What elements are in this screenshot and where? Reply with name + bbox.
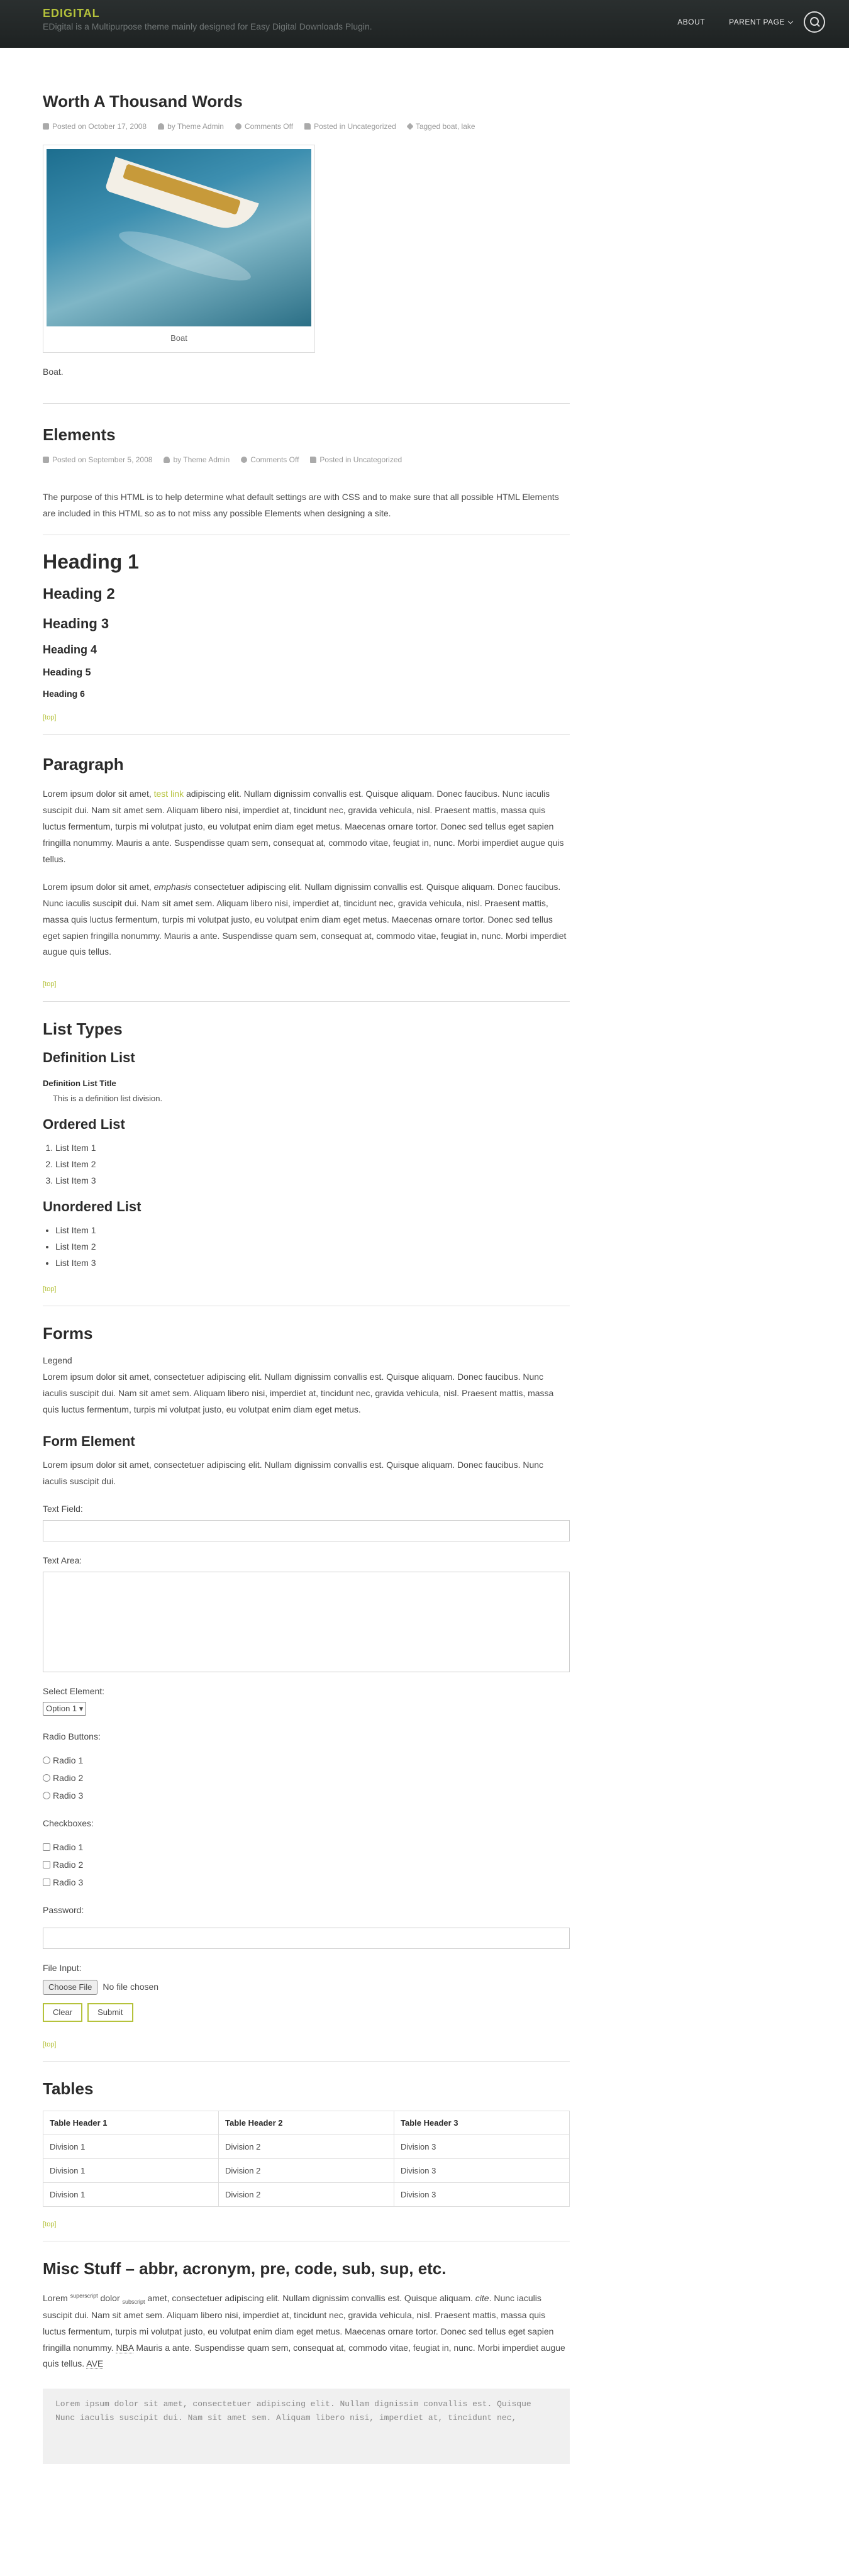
divider — [43, 403, 570, 404]
paragraph-1-end: adipiscing elit. Nullam dignissim convallis est. Quisque aliquam. Donec faucibus. Nunc iaculis suscipit dui. Nam sit amet sem. Aliquam libero nisi, imperdiet at, tincidunt nec, gravida vehicula, nisl. Praesent mattis, massa quis luctus fermentum, turpis mi volutpat justo, eu volutpat enim diam eget metus. Maecenas ornare tortor. Donec sed tellus eget sapien fringilla nonummy. Mauris a ante. Suspendisse quam sem, consequat at, commodo vitae, feugiat in, nunc. Morbi imperdiet augue quis tellus. — [43, 789, 564, 864]
form-element-text: Lorem ipsum dolor sit amet, consectetuer adipiscing elit. Nullam dignissim convallis est. Quisque aliquam. Donec faucibus. Nunc iaculis suscipit dui. — [43, 1459, 544, 1486]
list-item: 2. List Item 2 — [55, 1157, 570, 1173]
user-icon — [158, 123, 164, 130]
select-label: Select Element: — [43, 1685, 105, 1696]
section-paragraph-title: Paragraph — [43, 755, 124, 774]
user-icon — [164, 457, 170, 463]
tag-icon — [406, 123, 413, 130]
table-cell: Division 1 — [43, 2182, 219, 2206]
file-input[interactable] — [43, 1979, 570, 1996]
table-cell: Division 2 — [219, 2158, 394, 2182]
checkbox[interactable] — [43, 1861, 50, 1868]
divider — [43, 734, 570, 735]
password-input[interactable] — [43, 1928, 570, 1949]
subscript-text: subscript — [122, 2299, 145, 2306]
misc-text: . Nunc iaculis suscipit dui. Nam sit amet sem. Aliquam libero nisi, imperdiet at, tincidunt nec, gravida vehicula, nisl. Praesent mattis, massa quis luctus fermentum, turpis mi volutpat justo, eu volutpat enim diam eget metus. Maecenas ornare tortor. Donec sed tellus eget sapien fringilla nonummy. — [43, 2293, 554, 2353]
ordered-list — [55, 1140, 570, 1189]
checkbox-group — [43, 1838, 570, 1891]
boat-figure — [43, 145, 315, 353]
site-header — [0, 0, 849, 48]
paragraph-2-end: consectetuer adipiscing elit. Nullam dignissim convallis est. Quisque aliquam. Donec faucibus. Nunc iaculis suscipit dui. Nam sit amet sem. Aliquam libero nisi, imperdiet at, tincidunt nec, gravida vehicula, nisl. Praesent mattis, massa quis luctus fermentum, turpis mi volutpat justo, eu volutpat enim diam eget metus. Maecenas ornare tortor. Donec sed tellus eget sapien fringilla nonummy. Mauris a ante. Suspendisse quam sem, consequat at, commodo vitae, feugiat in, nunc. Morbi imperdiet augue quis tellus. — [43, 881, 567, 957]
table-header: Table Header 3 — [394, 2111, 570, 2135]
top-link[interactable]: [top] — [43, 2040, 57, 2048]
unordered-list-title: Unordered List — [43, 1199, 142, 1215]
checkbox-option[interactable] — [43, 1874, 570, 1891]
post-worth-a-thousand-words — [43, 91, 570, 380]
abbr-nba[interactable]: NBA — [116, 2342, 134, 2353]
select-dropdown[interactable] — [43, 1702, 86, 1716]
post-author-text[interactable]: by Theme Admin — [167, 122, 224, 131]
definition-list — [43, 1076, 570, 1106]
table-cell: Division 3 — [394, 2158, 570, 2182]
preformatted-block — [43, 2389, 570, 2464]
paragraph-2-start: Lorem ipsum dolor sit amet, — [43, 881, 154, 892]
post-meta — [43, 453, 570, 467]
pre-line: Lorem ipsum dolor sit amet, consectetuer adipiscing elit. Nullam dignissim convallis est. Quisque — [55, 2399, 531, 2409]
calendar-icon — [43, 123, 49, 130]
post-category-text[interactable]: Posted in Uncategorized — [314, 122, 396, 131]
clear-button[interactable]: Clear — [43, 2003, 82, 2022]
misc-text: amet, consectetuer adipiscing elit. Nullam dignissim convallis est. Quisque aliquam. — [145, 2293, 475, 2304]
search-icon[interactable] — [804, 11, 825, 33]
folder-icon — [304, 123, 311, 130]
checkbox-option-label: Radio 1 — [53, 1841, 84, 1852]
text-area-label: Text Area: — [43, 1555, 82, 1565]
text-area-input[interactable] — [43, 1572, 570, 1672]
misc-paragraph — [43, 2290, 570, 2372]
post-elements — [43, 424, 570, 2464]
nav-about[interactable]: ABOUT — [677, 18, 706, 26]
misc-text: Mauris a ante. Suspendisse quam sem, consequat at, commodo vitae, feugiat in, nunc. Morbi imperdiet augue quis tellus. — [43, 2342, 565, 2369]
file-status: No file chosen — [103, 1981, 159, 1992]
abbr-ave[interactable]: AVE — [86, 2358, 104, 2369]
elements-intro: The purpose of this HTML is to help determine what default settings are with CSS and to make sure that all possible HTML Elements are included in this HTML so as to not miss any possible Elements when designing a site. — [43, 492, 559, 519]
heading-3: Heading 3 — [43, 616, 109, 632]
radio-option-label: Radio 3 — [53, 1790, 84, 1801]
password-label: Password: — [43, 1904, 84, 1915]
emphasis-text: emphasis — [153, 881, 192, 892]
checkbox-option-label: Radio 3 — [53, 1877, 84, 1887]
radio-group — [43, 1752, 570, 1804]
table-cell: Division 3 — [394, 2182, 570, 2206]
table-cell: Division 2 — [219, 2182, 394, 2206]
top-link[interactable]: [top] — [43, 1285, 57, 1294]
ordered-list-title: Ordered List — [43, 1116, 125, 1132]
submit-button[interactable]: Submit — [87, 2003, 133, 2022]
checkbox[interactable] — [43, 1879, 50, 1886]
form-buttons — [43, 2003, 570, 2022]
table-cell: Division 3 — [394, 2135, 570, 2158]
post-tags-text[interactable]: Tagged boat, lake — [415, 122, 475, 131]
checkbox-option-label: Radio 2 — [53, 1859, 84, 1870]
site-description: EDigital is a Multipurpose theme mainly designed for Easy Digital Downloads Plugin. — [43, 21, 372, 31]
chevron-down-icon: ▾ — [79, 1704, 84, 1714]
radio-option-label: Radio 2 — [53, 1773, 84, 1784]
table-row — [43, 2135, 570, 2158]
brand — [43, 6, 372, 33]
paragraph-1-start: Lorem ipsum dolor sit amet, — [43, 789, 154, 799]
text-field-label: Text Field: — [43, 1503, 83, 1514]
folder-icon — [310, 457, 316, 463]
select-value: Option 1 — [46, 1704, 77, 1714]
figure-caption: Boat — [170, 333, 187, 343]
section-tables-title: Tables — [43, 2079, 94, 2098]
checkbox[interactable] — [43, 1843, 50, 1851]
misc-text: Lorem — [43, 2293, 70, 2304]
post-body: Boat. — [43, 367, 64, 377]
post-date-text[interactable]: Posted on October 17, 2008 — [52, 122, 147, 131]
radio-option-label: Radio 1 — [53, 1755, 84, 1766]
heading-6: Heading 6 — [43, 689, 85, 699]
post-category-text[interactable]: Posted in Uncategorized — [319, 455, 402, 465]
unordered-list — [55, 1223, 570, 1272]
radio-option[interactable] — [43, 1787, 570, 1804]
table-cell: Division 2 — [219, 2135, 394, 2158]
post-author — [164, 453, 230, 467]
definition-list-title: Definition List — [43, 1049, 135, 1065]
divider — [43, 1001, 570, 1002]
form-element-title: Form Element — [43, 1433, 135, 1449]
list-item: • List Item 1 — [55, 1223, 570, 1239]
post-title[interactable]: Elements — [43, 425, 116, 445]
calendar-icon — [43, 457, 49, 463]
post-category — [310, 453, 402, 467]
heading-2: Heading 2 — [43, 586, 115, 603]
post-date-text[interactable]: Posted on September 5, 2008 — [52, 455, 153, 465]
content — [43, 48, 570, 2464]
table-header: Table Header 2 — [219, 2111, 394, 2135]
table-header-row — [43, 2111, 570, 2135]
comment-icon — [235, 123, 241, 130]
post-date — [43, 119, 147, 133]
list-item: • List Item 3 — [55, 1255, 570, 1272]
post-title[interactable]: Worth A Thousand Words — [43, 92, 243, 111]
fieldset-legend: Legend — [43, 1355, 72, 1366]
superscript-text: superscript — [70, 2292, 98, 2299]
table-cell: Division 1 — [43, 2158, 219, 2182]
legend-text: Lorem ipsum dolor sit amet, consectetuer adipiscing elit. Nullam dignissim convallis est. Quisque aliquam. Donec faucibus. Nunc iaculis suscipit dui. Nam sit amet sem. Aliquam libero nisi, imperdiet at, tincidunt nec, gravida vehicula, nisl. Praesent mattis, massa quis luctus fermentum, turpis mi volutpat justo, eu volutpat enim diam eget metus. — [43, 1372, 554, 1415]
radio-button[interactable] — [43, 1757, 50, 1764]
definition-description: This is a definition list division. — [53, 1093, 163, 1103]
post-comments — [241, 453, 299, 467]
top-link[interactable]: [top] — [43, 714, 57, 722]
paragraph-1 — [43, 786, 570, 867]
checkbox-option[interactable] — [43, 1856, 570, 1874]
boat-reflection — [115, 223, 255, 289]
text-field-input[interactable] — [43, 1520, 570, 1541]
section-forms-title: Forms — [43, 1324, 93, 1343]
post-comments-text: Comments Off — [244, 122, 294, 131]
section-lists-title: List Types — [43, 1019, 123, 1038]
section-misc-title: Misc Stuff – abbr, acronym, pre, code, sub, sup, etc. — [43, 2259, 447, 2279]
heading-5: Heading 5 — [43, 667, 91, 679]
top-link[interactable]: [top] — [43, 980, 57, 989]
radio-button[interactable] — [43, 1792, 50, 1799]
checkbox-option[interactable] — [43, 1838, 570, 1856]
heading-1: Heading 1 — [43, 550, 139, 574]
table-row — [43, 2158, 570, 2182]
radio-option[interactable] — [43, 1752, 570, 1769]
paragraph-2 — [43, 879, 570, 960]
checkboxes-label: Checkboxes: — [43, 1818, 94, 1829]
pre-line: Nunc iaculis suscipit dui. Nam sit amet sem. Aliquam libero nisi, imperdiet at, tincidunt nec, — [55, 2413, 517, 2423]
site-title[interactable]: EDIGITAL — [43, 7, 100, 19]
heading-4: Heading 4 — [43, 643, 97, 657]
chevron-down-icon — [788, 19, 793, 24]
nav-parent-page-label: PARENT PAGE — [729, 18, 785, 26]
list-item: • List Item 2 — [55, 1239, 570, 1255]
definition-term: Definition List Title — [43, 1078, 116, 1088]
post-comments-text: Comments Off — [250, 455, 299, 465]
table-cell: Division 1 — [43, 2135, 219, 2158]
post-author — [158, 119, 224, 133]
boat-image[interactable] — [47, 149, 311, 326]
post-comments — [235, 119, 293, 133]
list-item: 1. List Item 1 — [55, 1140, 570, 1157]
test-link[interactable]: test link — [153, 789, 184, 799]
post-meta — [43, 119, 570, 133]
post-author-text[interactable]: by Theme Admin — [173, 455, 230, 465]
top-link[interactable]: [top] — [43, 2220, 57, 2228]
table-header: Table Header 1 — [43, 2111, 219, 2135]
radio-label: Radio Buttons: — [43, 1731, 101, 1742]
post-date — [43, 453, 152, 467]
list-item: 3. List Item 3 — [55, 1173, 570, 1189]
divider — [43, 2061, 570, 2062]
nav-parent-page[interactable] — [729, 15, 792, 29]
radio-button[interactable] — [43, 1774, 50, 1782]
choose-file-button[interactable]: Choose File — [43, 1980, 97, 1995]
post-category — [304, 119, 396, 133]
post-tags — [408, 119, 475, 133]
misc-text: dolor — [97, 2293, 123, 2304]
comment-icon — [241, 457, 247, 463]
main-nav — [677, 15, 792, 29]
table-row — [43, 2182, 570, 2206]
file-input-label: File Input: — [43, 1962, 82, 1973]
data-table — [43, 2111, 570, 2207]
cite-text: cite — [475, 2293, 489, 2304]
radio-option[interactable] — [43, 1769, 570, 1787]
